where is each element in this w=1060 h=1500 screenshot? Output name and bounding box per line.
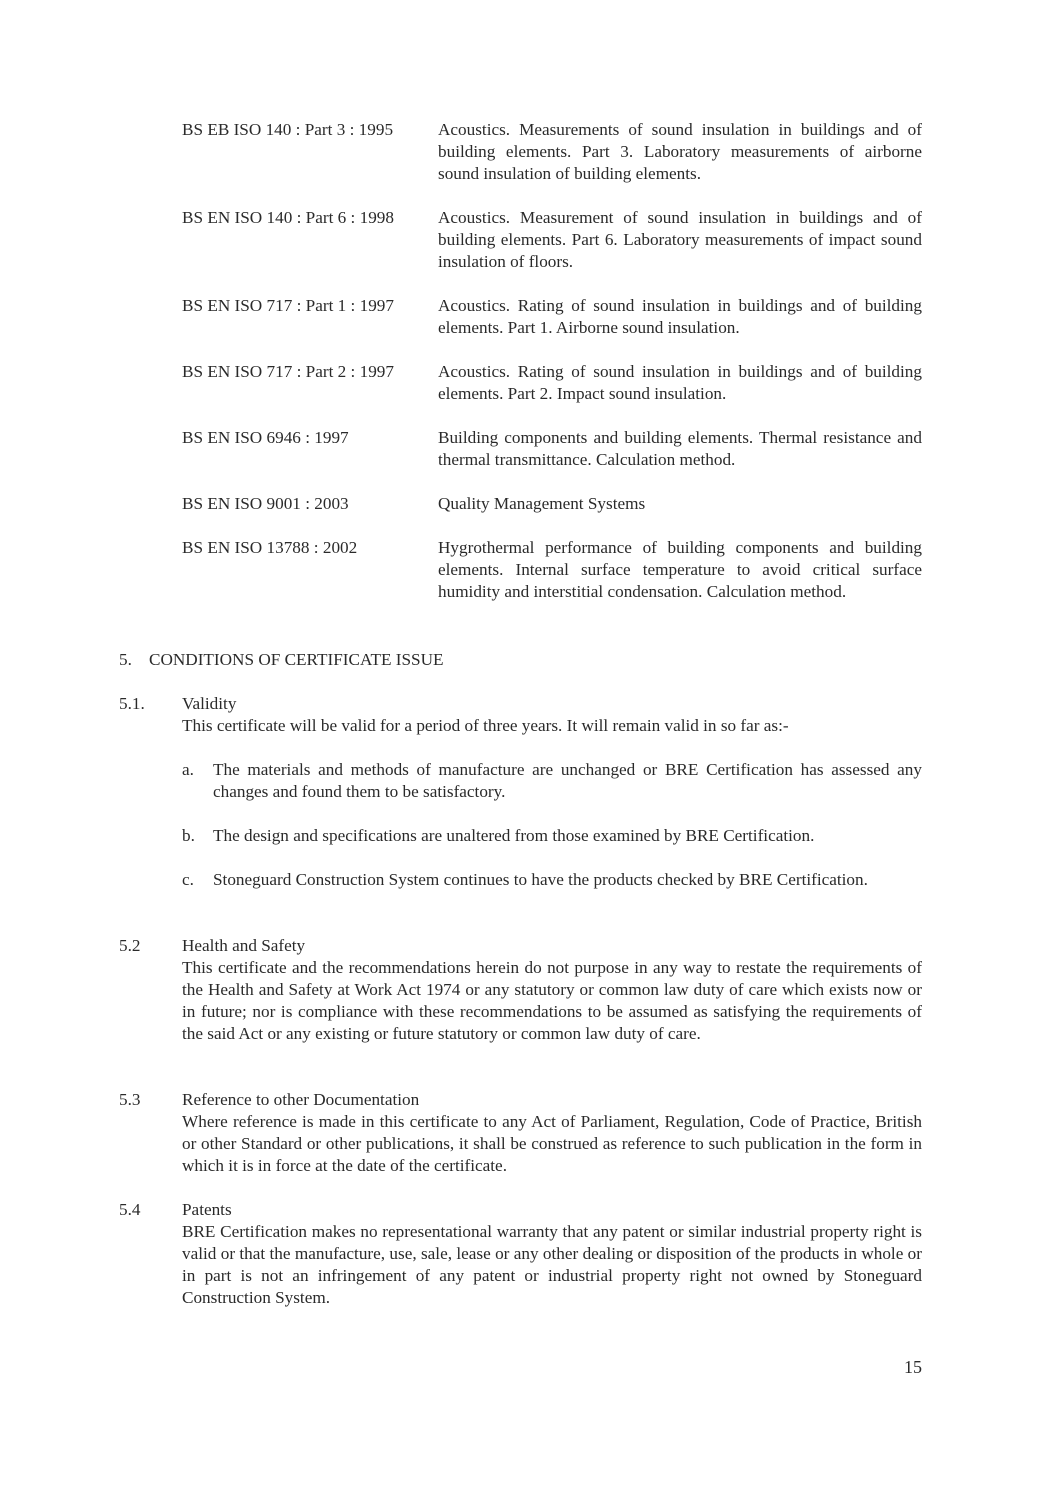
page-number: 15 [904, 1357, 922, 1377]
clause-title: Reference to other Documentation [182, 1090, 420, 1109]
standard-description: Quality Management Systems [438, 494, 646, 513]
list-item [182, 825, 922, 847]
list-item [182, 869, 922, 891]
clause-text: This certificate will be valid for a period of three years. It will remain valid in so far as:- [182, 716, 789, 735]
item-letter: c. [182, 870, 194, 889]
standards-list [182, 119, 922, 625]
standard-code: BS EN ISO 13788 : 2002 [182, 538, 358, 557]
clause-title: Patents [182, 1200, 232, 1219]
clause-title: Validity [182, 694, 237, 713]
clause-health-safety [119, 935, 922, 1045]
standard-entry [182, 119, 922, 185]
clause-number: 5.4 [119, 1200, 141, 1219]
standard-code: BS EB ISO 140 : Part 3 : 1995 [182, 120, 394, 139]
clause-number: 5.3 [119, 1090, 141, 1109]
standard-description: Acoustics. Measurement of sound insulation in buildings and of building elements. Part 6. Laboratory measurements of impact sound insulation of floors. [438, 208, 922, 271]
standard-description: Acoustics. Measurements of sound insulation in buildings and of building elements. Part 3. Laboratory measurements of airborne sound insulation of building elements. [438, 120, 922, 183]
validity-conditions-list [182, 759, 922, 913]
clause-text: This certificate and the recommendations herein do not purpose in any way to restate the requirements of the Health and Safety at Work Act 1974 or any statutory or common law duty of care which exists now or in future; nor is compliance with these recommendations to be assumed as satisfying the requirements of the said Act or any existing or future statutory or common law duty of care. [182, 958, 922, 1043]
item-letter: b. [182, 826, 195, 845]
item-text: The materials and methods of manufacture are unchanged or BRE Certification has assessed any changes and found them to be satisfactory. [213, 760, 922, 801]
standard-description: Hygrothermal performance of building components and building elements. Internal surface temperature to avoid critical surface humidity and interstitial condensation. Calculation method. [438, 538, 922, 601]
standard-description: Acoustics. Rating of sound insulation in buildings and of building elements. Part 2. Impact sound insulation. [438, 362, 922, 403]
section-number: 5. [119, 650, 132, 669]
clause-references [119, 1089, 922, 1177]
standard-entry [182, 427, 922, 471]
standard-entry [182, 537, 922, 603]
standard-code: BS EN ISO 9001 : 2003 [182, 494, 349, 513]
standard-description: Acoustics. Rating of sound insulation in buildings and of building elements. Part 1. Airborne sound insulation. [438, 296, 922, 337]
standard-code: BS EN ISO 717 : Part 2 : 1997 [182, 362, 394, 381]
item-text: Stoneguard Construction System continues to have the products checked by BRE Certification. [213, 870, 868, 889]
clause-text: Where reference is made in this certificate to any Act of Parliament, Regulation, Code of Practice, British or other Standard or other publications, it shall be construed as reference to such publication in the form in which it is in force at the date of the certificate. [182, 1112, 922, 1175]
standard-entry [182, 361, 922, 405]
clause-validity [119, 693, 922, 737]
item-letter: a. [182, 760, 194, 779]
standard-code: BS EN ISO 717 : Part 1 : 1997 [182, 296, 394, 315]
standard-description: Building components and building elements. Thermal resistance and thermal transmittance. Calculation method. [438, 428, 922, 469]
standard-code: BS EN ISO 6946 : 1997 [182, 428, 349, 447]
section-title: CONDITIONS OF CERTIFICATE ISSUE [149, 650, 444, 669]
clause-text: BRE Certification makes no representational warranty that any patent or similar industrial property right is valid or that the manufacture, use, sale, lease or any other dealing or disposition of the products in whole or in part is not an infringement of any patent or industrial property right not owned by Stoneguard Construction System. [182, 1222, 922, 1307]
list-item [182, 759, 922, 803]
standard-entry [182, 493, 922, 515]
clause-title: Health and Safety [182, 936, 306, 955]
standard-entry [182, 295, 922, 339]
clause-patents [119, 1199, 922, 1309]
clause-number: 5.1. [119, 694, 145, 713]
standard-entry [182, 207, 922, 273]
standard-code: BS EN ISO 140 : Part 6 : 1998 [182, 208, 394, 227]
item-text: The design and specifications are unaltered from those examined by BRE Certification. [213, 826, 815, 845]
clause-number: 5.2 [119, 936, 141, 955]
section-heading [119, 649, 444, 671]
